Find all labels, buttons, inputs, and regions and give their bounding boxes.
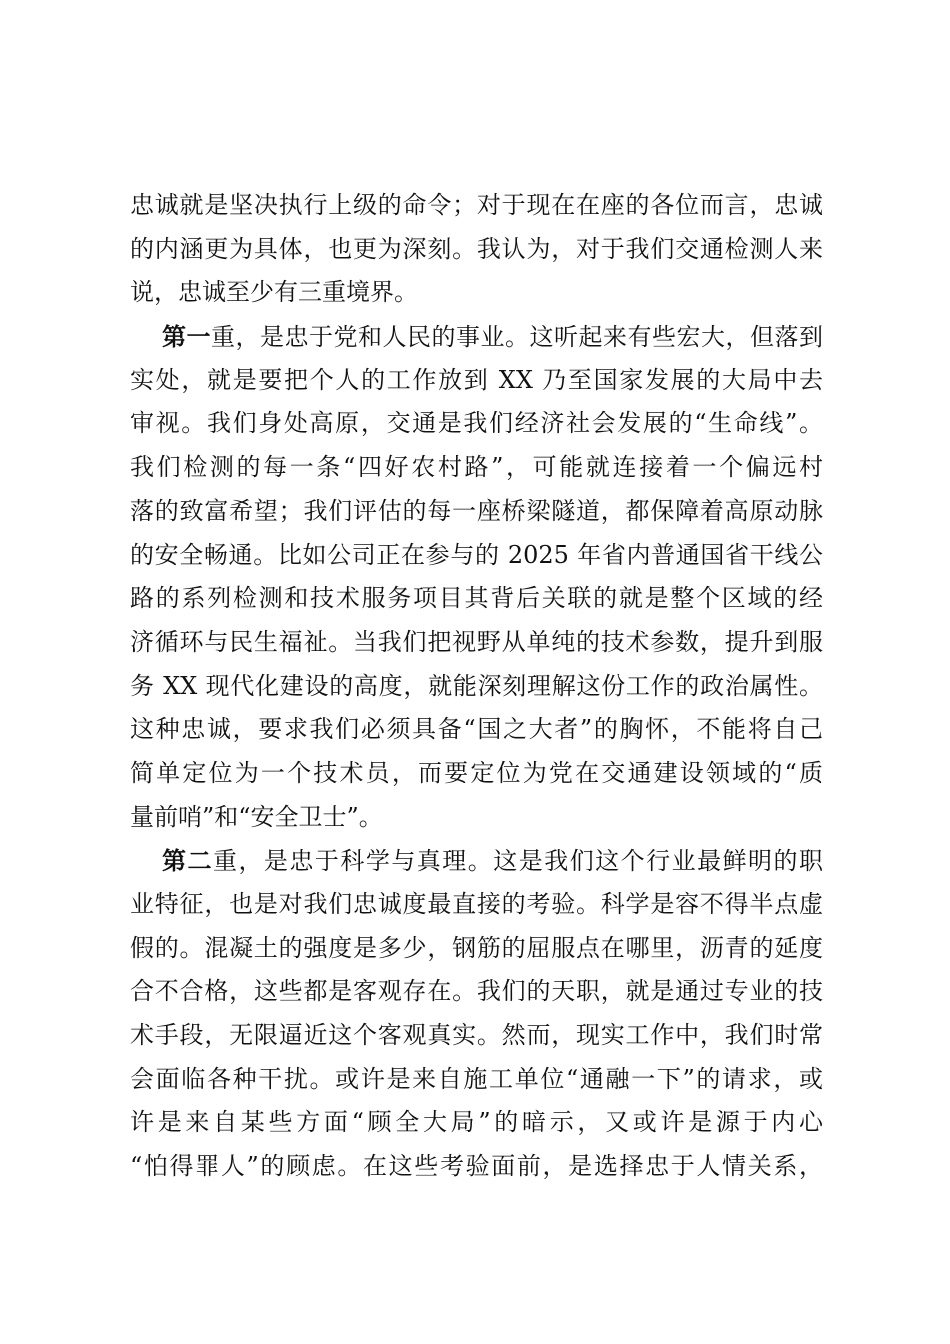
text-line: 这种忠诚，要求我们必须具备“国之大者”的胸怀，不能将自己 xyxy=(130,715,823,744)
text-line: 简单定位为一个技术员，而要定位为党在交通建设领域的“质 xyxy=(130,758,823,787)
text-line: “怕得罪人”的顾虑。在这些考验面前，是选择忠于人情关系， xyxy=(130,1152,823,1181)
text-line: 落的致富希望；我们评估的每一座桥梁隧道，都保障着高原动脉 xyxy=(130,496,823,525)
text-line: 假的。混凝土的强度是多少，钢筋的屈服点在哪里，沥青的延度 xyxy=(130,933,823,962)
paragraph-first-level xyxy=(130,315,823,839)
text-line: 我们检测的每一条“四好农村路”，可能就连接着一个偏远村 xyxy=(130,453,823,482)
text-line: 术手段，无限逼近这个客观真实。然而，现实工作中，我们时常 xyxy=(130,1021,823,1050)
paragraph-lead-bold: 第二 xyxy=(162,846,213,876)
text-span: 重，是忠于党和人民的事业。这听起来有些宏大，但落到 xyxy=(211,323,823,352)
paragraph-second-level xyxy=(130,839,823,1189)
text-line xyxy=(130,839,823,883)
text-line: 路的系列检测和技术服务项目其背后关联的就是整个区域的经 xyxy=(130,584,823,613)
document-body xyxy=(130,184,823,1189)
text-line: 务 XX 现代化建设的高度，就能深刻理解这份工作的政治属性。 xyxy=(130,671,823,700)
text-line: 济循环与民生福祉。当我们把视野从单纯的技术参数，提升到服 xyxy=(130,627,823,656)
text-span: 重，是忠于科学与真理。这是我们这个行业最鲜明的职 xyxy=(212,847,824,876)
text-line: 会面临各种干扰。或许是来自施工单位“通融一下”的请求，或 xyxy=(130,1064,823,1093)
text-line xyxy=(130,315,823,359)
text-line: 许是来自某些方面“顾全大局”的暗示，又或许是源于内心 xyxy=(130,1108,823,1137)
text-line: 量前哨”和“安全卫士”。 xyxy=(130,802,383,831)
paragraph-lead-bold: 第一 xyxy=(162,322,211,352)
paragraph-intro xyxy=(130,184,823,315)
text-line: 的内涵更为具体，也更为深刻。我认为，对于我们交通检测人来 xyxy=(130,234,823,263)
text-line: 合不合格，这些都是客观存在。我们的天职，就是通过专业的技 xyxy=(130,977,823,1006)
text-line: 说，忠诚至少有三重境界。 xyxy=(130,278,418,307)
text-line: 的安全畅通。比如公司正在参与的 2025 年省内普通国省干线公 xyxy=(130,540,823,569)
text-line: 实处，就是要把个人的工作放到 XX 乃至国家发展的大局中去 xyxy=(130,365,823,394)
text-line: 业特征，也是对我们忠诚度最直接的考验。科学是容不得半点虚 xyxy=(130,890,823,918)
text-line: 忠诚就是坚决执行上级的命令；对于现在在座的各位而言，忠诚 xyxy=(130,191,823,219)
text-line: 审视。我们身处高原，交通是我们经济社会发展的“生命线”。 xyxy=(130,409,823,438)
